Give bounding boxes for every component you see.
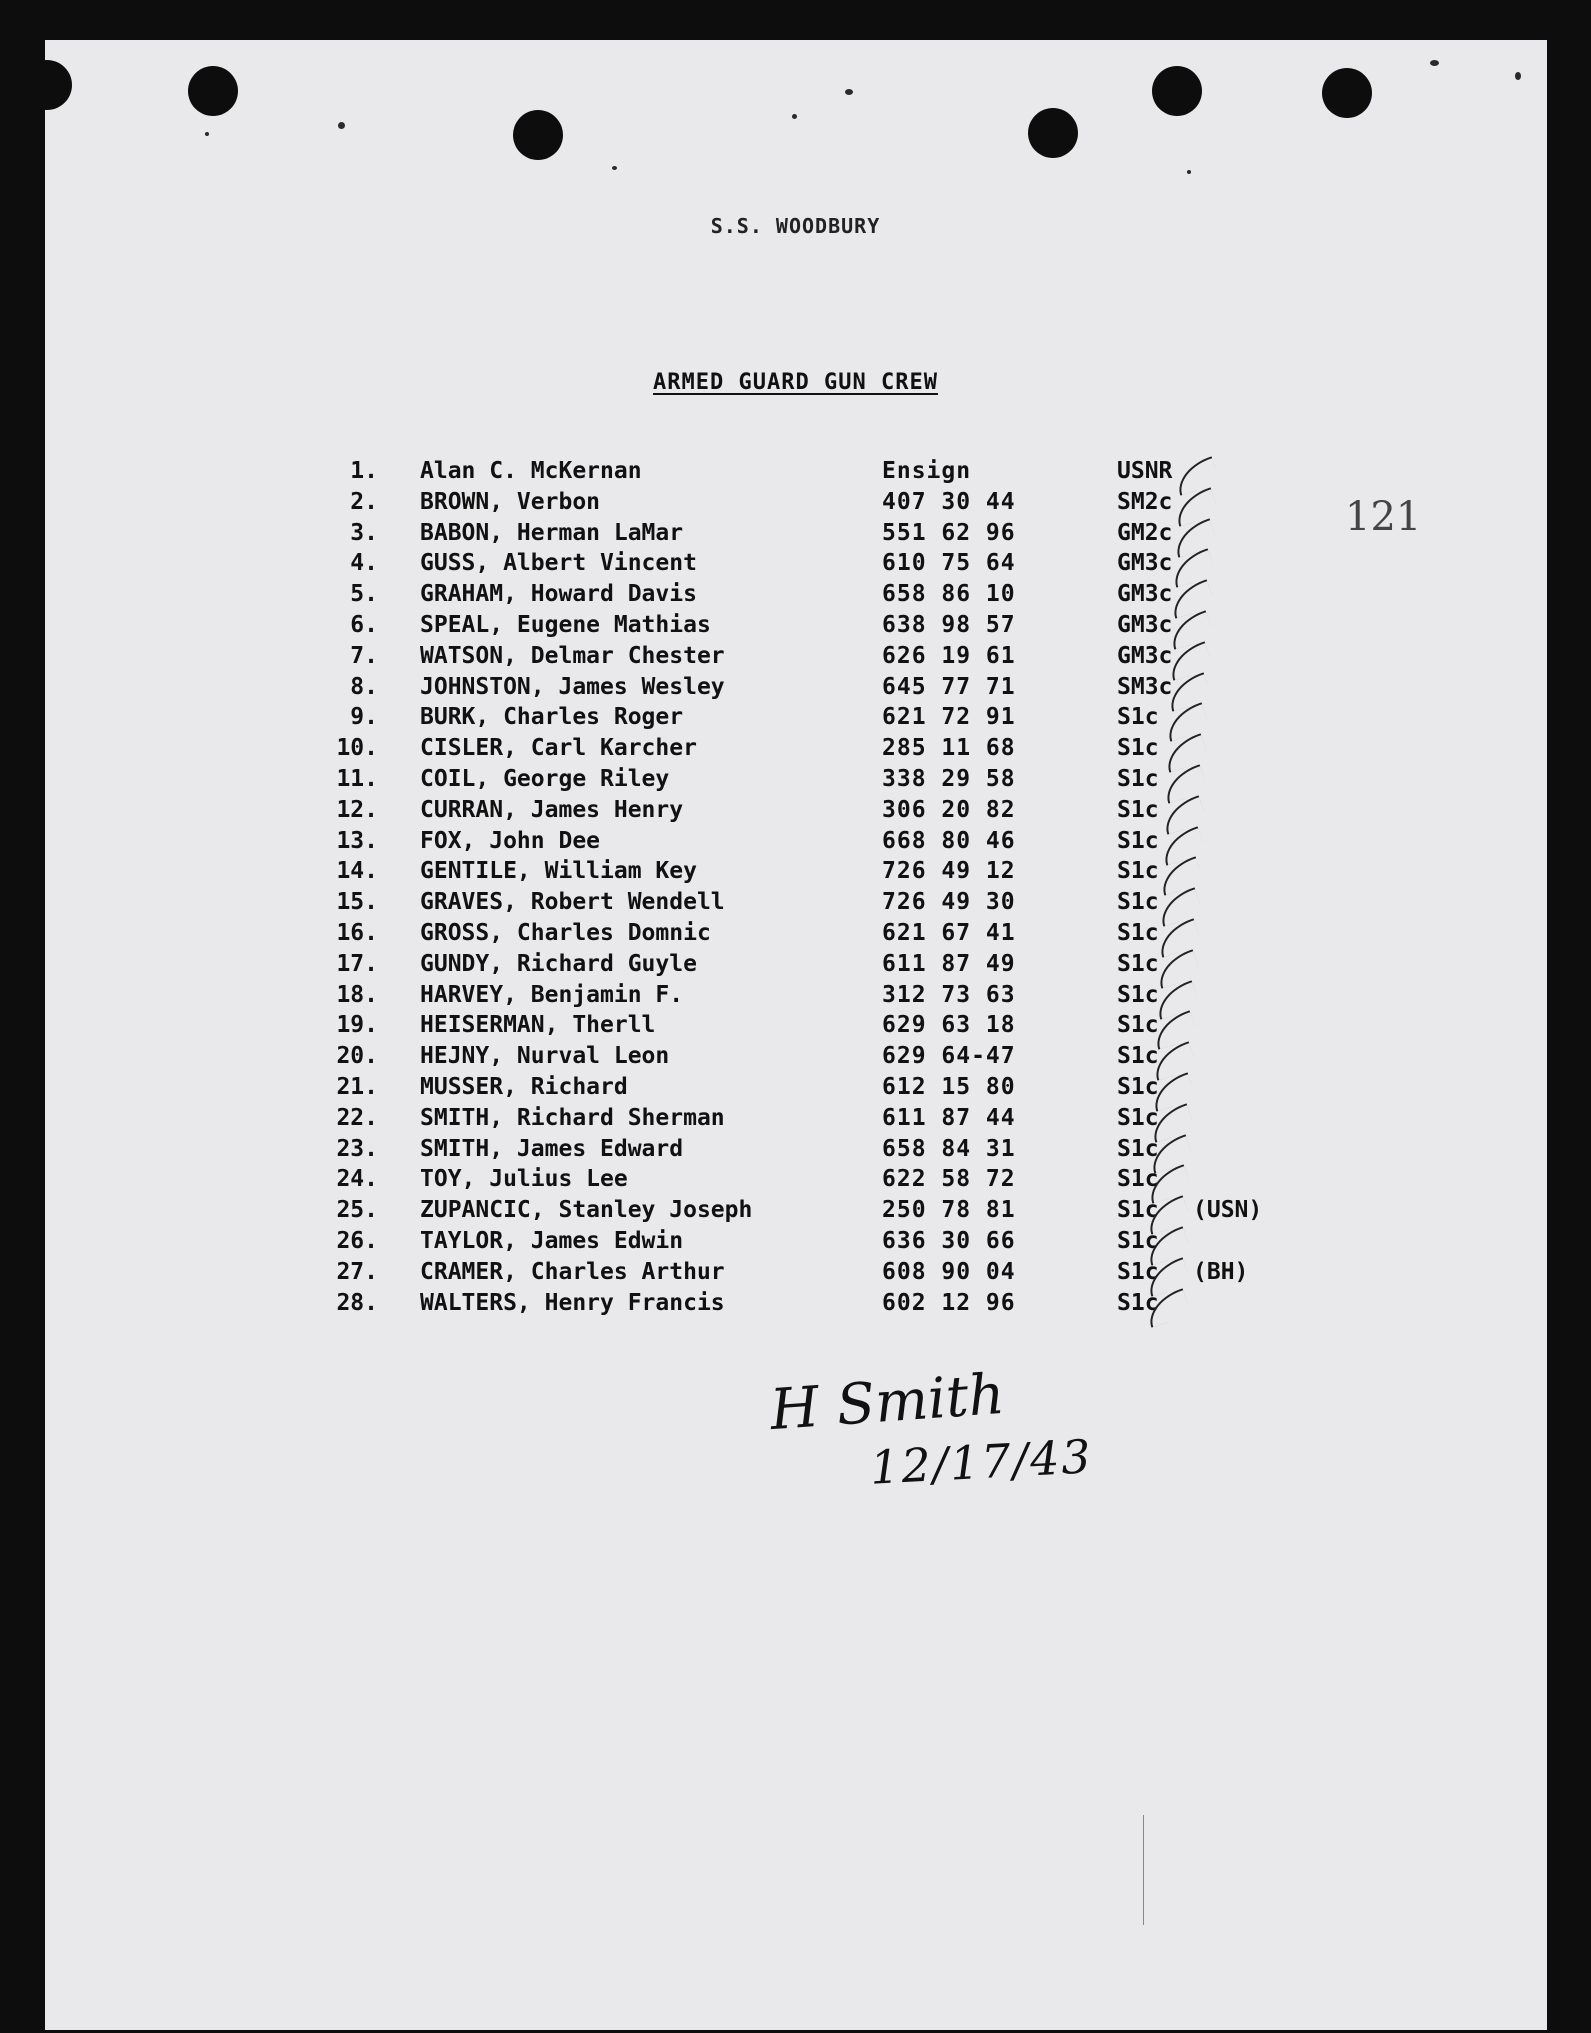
rating: S1c	[1117, 920, 1159, 946]
service-number: 726 49 12	[882, 858, 1016, 885]
row-number: 26.	[336, 1228, 378, 1254]
rating: S1c	[1117, 1197, 1159, 1224]
punch-hole	[1322, 68, 1372, 118]
crew-name: FOX, John Dee	[420, 827, 601, 854]
fold-mark	[1143, 1815, 1144, 1925]
rating: S1c	[1117, 827, 1159, 854]
service-number: 285 11 68	[882, 735, 1016, 762]
service-number: 250 78 81	[882, 1197, 1016, 1224]
crew-name: WATSON, Delmar Chester	[420, 642, 725, 669]
paper-speck	[338, 122, 345, 129]
service-number: 306 20 82	[882, 796, 1016, 823]
page-number: 121	[1345, 494, 1422, 540]
rating: S1c	[1117, 981, 1159, 1008]
document-page	[45, 40, 1547, 2030]
crew-name: CISLER, Carl Karcher	[420, 735, 697, 762]
service-number: 629 63 18	[882, 1012, 1016, 1039]
punch-hole	[188, 66, 238, 116]
service-number: 602 12 96	[882, 1289, 1016, 1316]
row-number: 25.	[336, 1197, 378, 1224]
crew-name: BURK, Charles Roger	[420, 704, 684, 731]
rating: GM2c	[1117, 519, 1173, 546]
service-number: 312 73 63	[882, 981, 1016, 1008]
punch-hole	[1152, 66, 1202, 116]
crew-name: MUSSER, Richard	[420, 1074, 628, 1100]
rating: S1c	[1117, 858, 1159, 885]
service-note: (USN)	[1193, 1197, 1263, 1224]
service-number: 608 90 04	[882, 1258, 1016, 1285]
row-number: 20.	[336, 1043, 378, 1070]
crew-name: COIL, George Riley	[420, 766, 670, 792]
row-number: 2.	[350, 488, 378, 515]
paper-speck	[612, 166, 617, 170]
row-number: 22.	[336, 1104, 378, 1131]
row-number: 1.	[350, 458, 378, 484]
service-number: 407 30 44	[882, 488, 1016, 515]
row-number: 4.	[350, 550, 378, 577]
crew-name: HEJNY, Nurval Leon	[420, 1043, 670, 1070]
row-number: 6.	[350, 612, 378, 638]
row-number: 27.	[336, 1258, 378, 1285]
service-number: 621 67 41	[882, 920, 1016, 946]
crew-name: TAYLOR, James Edwin	[420, 1228, 684, 1254]
row-number: 12.	[336, 796, 378, 823]
punch-hole	[1028, 108, 1078, 158]
crew-name: ZUPANCIC, Stanley Joseph	[420, 1197, 753, 1224]
paper-speck	[792, 114, 797, 119]
row-number: 14.	[336, 858, 378, 885]
rating: S1c	[1117, 1012, 1159, 1039]
rating: S1c	[1117, 1166, 1159, 1193]
rating: S1c	[1117, 889, 1159, 916]
row-number: 24.	[336, 1166, 378, 1193]
row-number: 17.	[336, 950, 378, 977]
rating: S1c	[1117, 1104, 1159, 1131]
row-number: 19.	[336, 1012, 378, 1039]
paper-speck	[1430, 60, 1439, 66]
paper-speck	[845, 89, 853, 95]
row-number: 8.	[350, 673, 378, 700]
rating: GM3c	[1117, 550, 1173, 577]
service-number: 726 49 30	[882, 889, 1016, 916]
crew-name: HEISERMAN, Therll	[420, 1012, 656, 1039]
service-number: 658 86 10	[882, 581, 1016, 608]
row-number: 11.	[336, 766, 378, 792]
crew-name: SMITH, James Edward	[420, 1135, 684, 1162]
row-number: 10.	[336, 735, 378, 762]
rating: SM2c	[1117, 488, 1173, 515]
crew-name: GRAVES, Robert Wendell	[420, 889, 725, 916]
rating: USNR	[1117, 458, 1173, 484]
service-note: (BH)	[1193, 1258, 1249, 1285]
rating: S1c	[1117, 704, 1159, 731]
rating: GM3c	[1117, 642, 1173, 669]
punch-hole	[513, 110, 563, 160]
paper-speck	[205, 132, 209, 136]
service-number: 612 15 80	[882, 1074, 1016, 1100]
crew-name: CURRAN, James Henry	[420, 796, 684, 823]
crew-name: HARVEY, Benjamin F.	[420, 981, 684, 1008]
rating: S1c	[1117, 1228, 1159, 1254]
signature-date: 12/17/43	[868, 1429, 1094, 1495]
service-number: 551 62 96	[882, 519, 1016, 546]
crew-name: BABON, Herman LaMar	[420, 519, 684, 546]
service-number: 622 58 72	[882, 1166, 1016, 1193]
crew-name: GUSS, Albert Vincent	[420, 550, 697, 577]
service-number: 611 87 49	[882, 950, 1016, 977]
service-number: 621 72 91	[882, 704, 1016, 731]
crew-name: SMITH, Richard Sherman	[420, 1104, 725, 1131]
row-number: 21.	[336, 1074, 378, 1100]
row-number: 5.	[350, 581, 378, 608]
rating: S1c	[1117, 950, 1159, 977]
punch-hole	[22, 60, 72, 110]
service-number: 629 64-47	[882, 1043, 1016, 1070]
row-number: 9.	[350, 704, 378, 731]
crew-name: CRAMER, Charles Arthur	[420, 1258, 725, 1285]
rating: S1c	[1117, 1258, 1159, 1285]
service-number: 658 84 31	[882, 1135, 1016, 1162]
rating: S1c	[1117, 1074, 1159, 1100]
service-number: 668 80 46	[882, 827, 1016, 854]
service-number: 610 75 64	[882, 550, 1016, 577]
crew-name: SPEAL, Eugene Mathias	[420, 612, 711, 638]
handwritten-signature: H Smith	[768, 1361, 1007, 1444]
ship-name: S.S. WOODBURY	[710, 214, 881, 238]
paper-speck	[1187, 170, 1191, 174]
rating: S1c	[1117, 766, 1159, 792]
crew-name: Alan C. McKernan	[420, 458, 642, 484]
rating: S1c	[1117, 1289, 1159, 1316]
crew-name: GRAHAM, Howard Davis	[420, 581, 697, 608]
crew-name: WALTERS, Henry Francis	[420, 1289, 725, 1316]
crew-name: GENTILE, William Key	[420, 858, 697, 885]
row-number: 28.	[336, 1289, 378, 1316]
service-number: 645 77 71	[882, 673, 1016, 700]
row-number: 13.	[336, 827, 378, 854]
row-number: 3.	[350, 519, 378, 546]
paper-speck	[1515, 72, 1521, 80]
rating: S1c	[1117, 1135, 1159, 1162]
crew-name: GUNDY, Richard Guyle	[420, 950, 697, 977]
service-number: 611 87 44	[882, 1104, 1016, 1131]
rating: S1c	[1117, 796, 1159, 823]
service-number: Ensign	[882, 458, 972, 484]
crew-name: GROSS, Charles Domnic	[420, 920, 711, 946]
row-number: 16.	[336, 920, 378, 946]
crew-name: TOY, Julius Lee	[420, 1166, 628, 1193]
rating: S1c	[1117, 735, 1159, 762]
crew-name: BROWN, Verbon	[420, 488, 601, 515]
crew-name: JOHNSTON, James Wesley	[420, 673, 725, 700]
row-number: 7.	[350, 642, 378, 669]
rating: S1c	[1117, 1043, 1159, 1070]
row-number: 23.	[336, 1135, 378, 1162]
service-number: 638 98 57	[882, 612, 1016, 638]
rating: GM3c	[1117, 612, 1173, 638]
row-number: 15.	[336, 889, 378, 916]
rating: SM3c	[1117, 673, 1173, 700]
service-number: 338 29 58	[882, 766, 1016, 792]
service-number: 626 19 61	[882, 642, 1016, 669]
rating: GM3c	[1117, 581, 1173, 608]
section-title: ARMED GUARD GUN CREW	[653, 370, 938, 395]
service-number: 636 30 66	[882, 1228, 1016, 1254]
row-number: 18.	[336, 981, 378, 1008]
